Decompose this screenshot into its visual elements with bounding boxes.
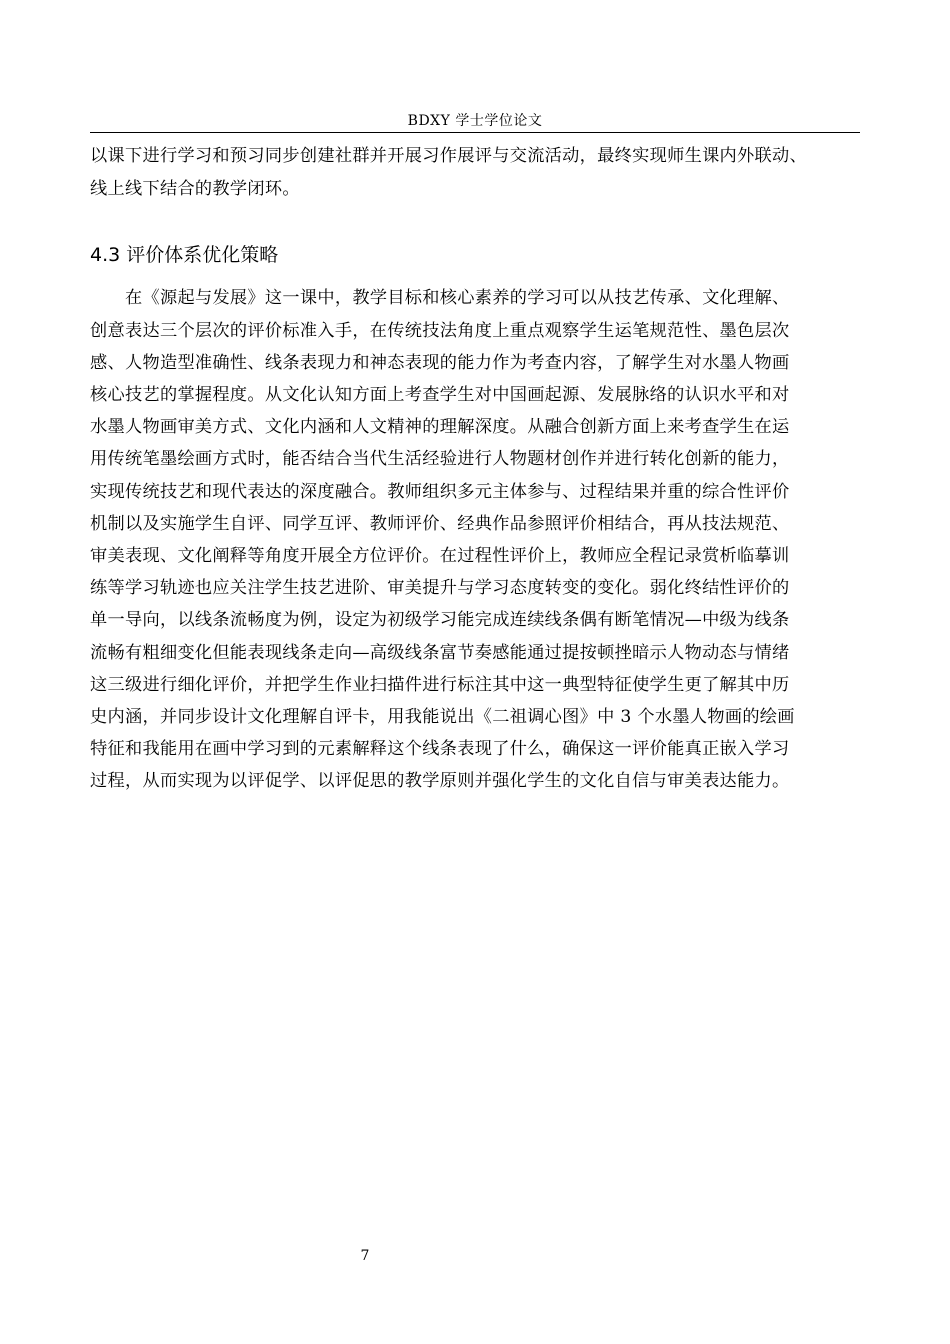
carryover-line-1: 以课下进行学习和预习同步创建社群并开展习作展评与交流活动，最终实现师生课内外联动、 — [90, 146, 807, 166]
paragraph-line: 机制以及实施学生自评、同学互评、教师评价、经典作品参照评价相结合，再从技法规范、 — [90, 514, 790, 534]
page-number: 7 — [360, 1248, 370, 1264]
paragraph-line: 实现传统技艺和现代表达的深度融合。教师组织多元主体参与、过程结果并重的综合性评价 — [90, 482, 790, 502]
running-header: BDXY 学士学位论文 — [407, 113, 543, 129]
paragraph-line: 创意表达三个层次的评价标准入手，在传统技法角度上重点观察学生运笔规范性、墨色层次 — [90, 321, 790, 341]
header-rule — [90, 132, 860, 133]
paragraph-line: 核心技艺的掌握程度。从文化认知方面上考查学生对中国画起源、发展脉络的认识水平和对 — [90, 385, 790, 405]
paragraph-line: 用传统笔墨绘画方式时，能否结合当代生活经验进行人物题材创作并进行转化创新的能力， — [90, 449, 790, 469]
paragraph-line: 流畅有粗细变化但能表现线条走向—高级线条富节奏感能通过提按顿挫暗示人物动态与情绪 — [90, 643, 790, 663]
paragraph-line: 这三级进行细化评价，并把学生作业扫描件进行标注其中这一典型特征使学生更了解其中历 — [90, 675, 790, 695]
paragraph-line: 特征和我能用在画中学习到的元素解释这个线条表现了什么，确保这一评价能真正嵌入学习 — [90, 739, 790, 759]
carryover-line-2: 线上线下结合的教学闭环。 — [90, 179, 300, 199]
paragraph-line: 审美表现、文化阐释等角度开展全方位评价。在过程性评价上，教师应全程记录赏析临摹训 — [90, 546, 790, 566]
paragraph-line: 单一导向，以线条流畅度为例，设定为初级学习能完成连续线条偶有断笔情况—中级为线条 — [90, 610, 790, 630]
section-heading: 4.3 评价体系优化策略 — [90, 244, 279, 266]
paragraph-line: 史内涵，并同步设计文化理解自评卡，用我能说出《二祖调心图》中 3 个水墨人物画的绘画 — [90, 707, 795, 727]
paragraph-line: 在《源起与发展》这一课中，教学目标和核心素养的学习可以从技艺传承、文化理解、 — [125, 288, 790, 308]
paragraph-line: 过程，从而实现为以评促学、以评促思的教学原则并强化学生的文化自信与审美表达能力。 — [90, 771, 790, 791]
paragraph-line: 练等学习轨迹也应关注学生技艺进阶、审美提升与学习态度转变的变化。弱化终结性评价的 — [90, 578, 790, 598]
paragraph-line: 感、人物造型准确性、线条表现力和神态表现的能力作为考查内容，了解学生对水墨人物画 — [90, 353, 790, 373]
paragraph-line: 水墨人物画审美方式、文化内涵和人文精神的理解深度。从融合创新方面上来考查学生在运 — [90, 417, 790, 437]
